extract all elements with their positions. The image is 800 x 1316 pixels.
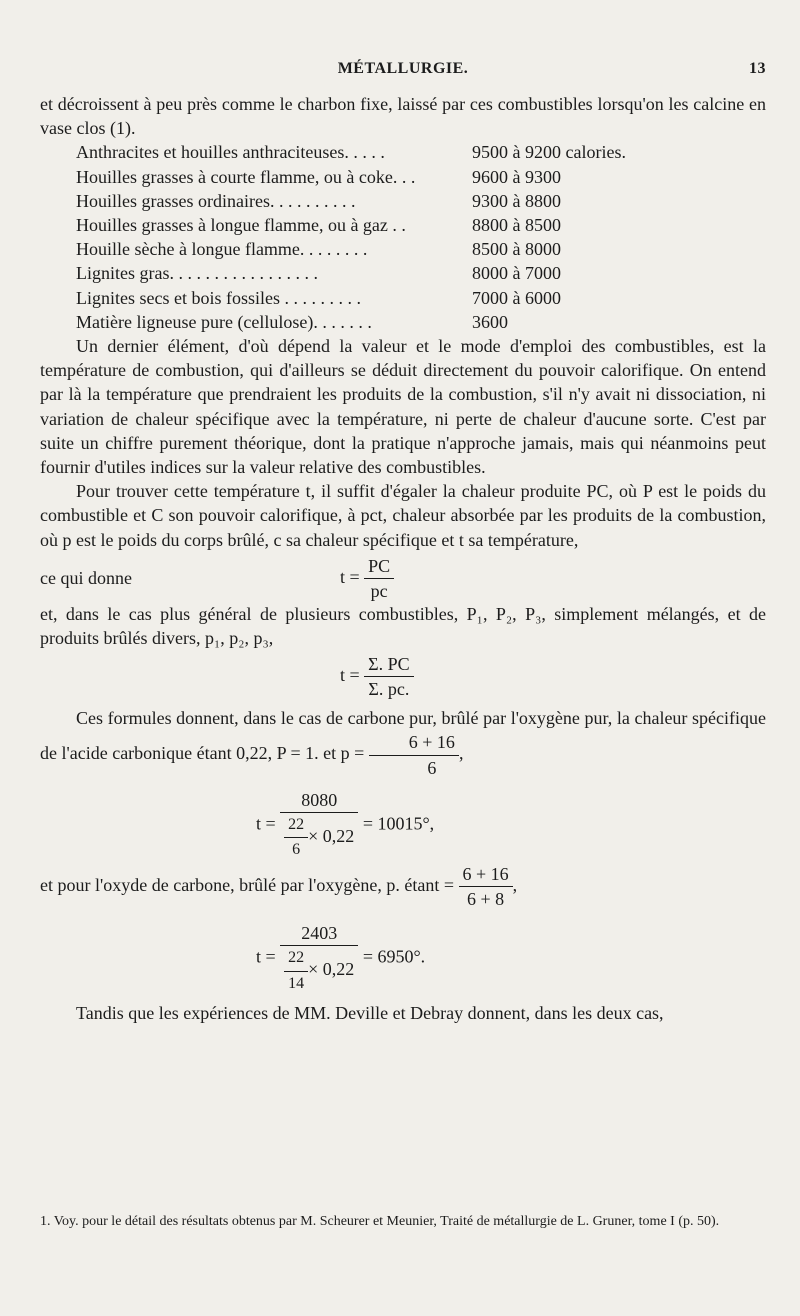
table-cell-fuel: Houilles grasses à longue flamme, ou à gaz . . <box>76 215 406 236</box>
equation-result: = 10015°, <box>362 813 435 834</box>
fraction <box>369 730 459 779</box>
table-row <box>76 310 626 334</box>
table-cell-calories: 7000 à 6000 <box>472 287 561 308</box>
inner-numerator: 22 <box>288 949 305 967</box>
calorific-table <box>76 140 626 334</box>
paragraph-general-case: et, dans le cas plus général de plusieurs combustibles, P₁, P₂, P₃, simplement mélangés, et de produits brûlés divers, p₁, p₂, p₃, <box>40 603 766 649</box>
fraction <box>364 652 414 701</box>
table-cell-calories: 3600 <box>472 311 508 332</box>
paragraph-oxide-text: et pour l'oxyde de carbone, brûlé par l'oxygène, p. étant = <box>40 874 454 895</box>
equation-1 <box>40 552 766 602</box>
table-cell-calories: 8800 à 8500 <box>472 215 561 236</box>
page-body <box>40 92 766 1025</box>
fraction <box>280 921 358 996</box>
table-cell-calories: 8500 à 8000 <box>472 239 561 260</box>
paragraph-carbon-text: Ces formules donnent, dans le cas de carbone pur, brûlé par l'oxygène pur, la chaleur spécifique de l'acide carbonique étant 0,22, P = 1. et p = <box>40 708 766 764</box>
table-cell-calories: 8000 à 7000 <box>472 263 561 284</box>
fraction-denominator: Σ. pc. <box>364 676 414 701</box>
table-cell-calories: 9300 à 8800 <box>472 190 561 211</box>
fraction-denominator <box>280 945 358 995</box>
equation-lhs: t = <box>340 665 360 686</box>
fraction <box>459 862 513 911</box>
table-cell-fuel: Anthracites et houilles anthraciteuses. . . . . <box>76 142 385 163</box>
table-cell-fuel: Houille sèche à longue flamme. . . . . . . . <box>76 239 368 260</box>
paragraph-experiments: Tandis que les expériences de MM. Deville et Debray donnent, dans les deux cas, <box>76 1003 664 1024</box>
page-number: 13 <box>749 60 766 77</box>
table-row <box>76 213 626 237</box>
fraction-numerator: Σ. PC <box>368 654 410 675</box>
fraction-denominator: 6 <box>369 755 459 780</box>
fraction <box>364 554 394 603</box>
equation-2 <box>40 650 766 700</box>
page-header <box>40 60 766 78</box>
inner-denominator: 14 <box>284 971 308 996</box>
footnote: 1. Voy. pour le détail des résultats obtenus par M. Scheurer et Meunier, Traité de métallurgie de L. Gruner, tome I (p. 50). <box>40 1214 720 1229</box>
equation-result: = 6950°. <box>362 946 426 967</box>
equation-lead-text: ce qui donne <box>40 567 132 588</box>
paragraph-method: Pour trouver cette température t, il suffit d'égaler la chaleur produite PC, où P est le poids du combustible et C son pouvoir calorifique, à pct, chaleur absorbée par les produits de la combustion, où p est le poids du corps brûlé, c sa chaleur spécifique et t sa température, <box>40 481 766 550</box>
table-cell-fuel: Lignites secs et bois fossiles . . . . . . . . . <box>76 287 361 308</box>
table-row <box>76 189 626 213</box>
table-cell-calories: 9600 à 9300 <box>472 166 561 187</box>
inner-fraction <box>284 946 308 995</box>
table-cell-fuel: Matière ligneuse pure (cellulose). . . . . . . <box>76 311 372 332</box>
running-title: MÉTALLURGIE. <box>337 60 469 77</box>
table-cell-fuel: Houilles grasses ordinaires. . . . . . . . . . <box>76 190 356 211</box>
fraction-denominator: pc <box>364 578 394 603</box>
fraction-denominator: 6 + 8 <box>459 886 513 911</box>
fraction-numerator: 2403 <box>301 923 338 944</box>
table-row <box>76 165 626 189</box>
multiplier: × 0,22 <box>308 959 355 980</box>
equation-3 <box>40 780 766 858</box>
fraction-numerator: 8080 <box>301 789 338 810</box>
paragraph-oxide: et pour l'oxyde de carbone, brûlé par l'oxygène, p. étant = $\frac{6 + 16}{6 + 8}$ , <box>40 862 766 911</box>
inner-numerator: 22 <box>288 816 305 834</box>
fraction-numerator: PC <box>368 555 391 576</box>
equation-lhs: t = <box>256 813 276 834</box>
intro-paragraph: et décroissent à peu près comme le charbon fixe, laissé par ces combustibles lorsqu'on les calcine en vase clos (1). <box>40 94 766 139</box>
paragraph-temperature: Un dernier élément, d'où dépend la valeur et le mode d'emploi des combustibles, est la température de combustion, qui d'ailleurs se déduit directement du pouvoir calorifique. On entend par là la température que prendraient les produits de la combustion, s'il n'y avait ni dissociation, ni variation de chaleur spécifique avec la température, ni perte de chaleur d'aucune sorte. C'est par suite un chiffre purement théorique, dont la pratique n'approche jamais, mais qui néanmoins peut fournir d'utiles indices sur la valeur relative des combustibles. <box>40 336 766 478</box>
table-cell-calories: 9500 à 9200 calories. <box>472 142 626 163</box>
fraction-numerator: 6 + 16 <box>408 732 455 753</box>
inner-fraction <box>284 813 308 862</box>
table-row <box>76 261 626 285</box>
table-cell-fuel: Houilles grasses à courte flamme, ou à coke. . . <box>76 166 416 187</box>
inner-denominator: 6 <box>284 837 308 862</box>
fraction <box>280 788 358 863</box>
table-row <box>76 237 626 261</box>
fraction-denominator <box>280 812 358 862</box>
equation-lhs: t = <box>340 566 360 587</box>
multiplier: × 0,22 <box>308 825 355 846</box>
paragraph-carbon: Ces formules donnent, dans le cas de carbone pur, brûlé par l'oxygène pur, la chaleur spécifique de l'acide carbonique étant 0,22, P = 1. et p = $\frac{6 + 16}{6}$ , <box>40 706 766 780</box>
table-row <box>76 286 626 310</box>
equation-4 <box>40 911 766 995</box>
table-row <box>76 140 626 164</box>
table-cell-fuel: Lignites gras. . . . . . . . . . . . . . . . . <box>76 263 318 284</box>
equation-lhs: t = <box>256 946 276 967</box>
fraction-numerator: 6 + 16 <box>462 863 509 884</box>
